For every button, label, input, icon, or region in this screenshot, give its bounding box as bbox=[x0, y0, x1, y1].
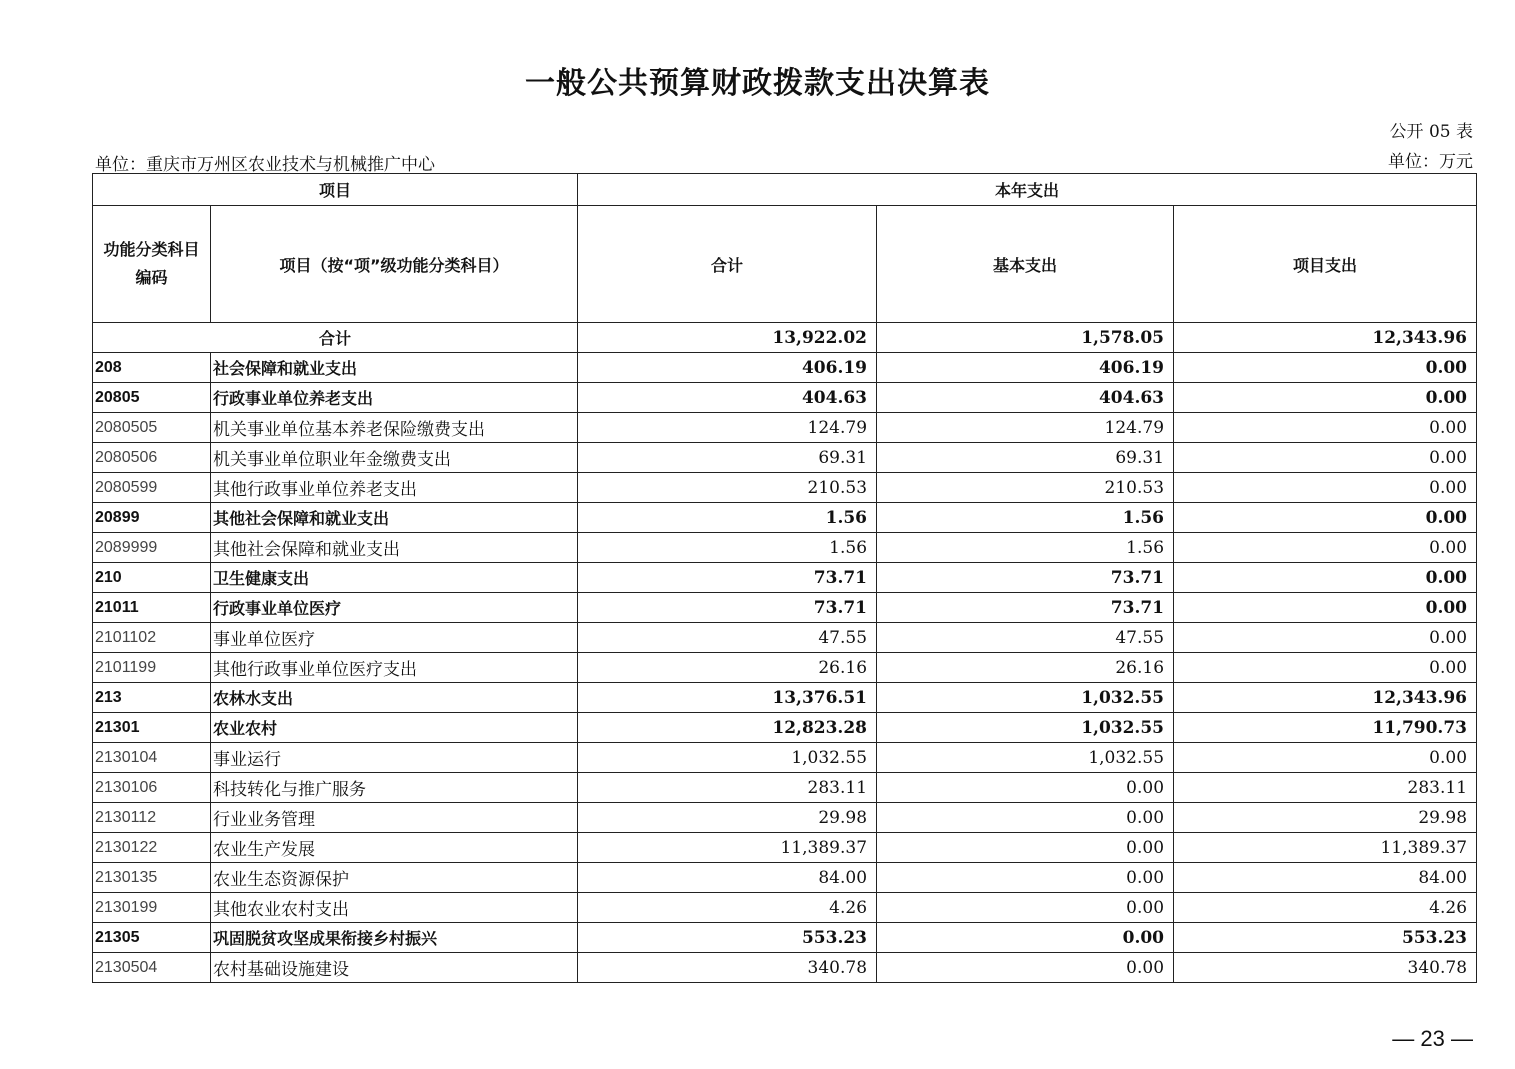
row-total: 69.31 bbox=[578, 443, 877, 473]
row-total: 26.16 bbox=[578, 653, 877, 683]
row-basic: 1,032.55 bbox=[877, 683, 1174, 713]
row-name: 行政事业单位养老支出 bbox=[211, 383, 578, 413]
row-basic: 1.56 bbox=[877, 503, 1174, 533]
row-code: 21301 bbox=[93, 713, 211, 743]
row-name: 社会保障和就业支出 bbox=[211, 353, 578, 383]
row-project: 11,389.37 bbox=[1174, 833, 1477, 863]
row-project: 340.78 bbox=[1174, 953, 1477, 983]
row-project: 11,790.73 bbox=[1174, 713, 1477, 743]
table-row bbox=[93, 743, 1477, 773]
row-project: 29.98 bbox=[1174, 803, 1477, 833]
row-project: 0.00 bbox=[1174, 353, 1477, 383]
row-project: 0.00 bbox=[1174, 383, 1477, 413]
table-row bbox=[93, 713, 1477, 743]
table-row bbox=[93, 413, 1477, 443]
header-row-2 bbox=[93, 206, 1477, 323]
table-row bbox=[93, 593, 1477, 623]
table-row bbox=[93, 953, 1477, 983]
row-total: 73.71 bbox=[578, 593, 877, 623]
total-amount: 13,922.02 bbox=[578, 323, 877, 353]
table-row bbox=[93, 563, 1477, 593]
row-name: 行政事业单位医疗 bbox=[211, 593, 578, 623]
row-code: 210 bbox=[93, 563, 211, 593]
row-code: 20899 bbox=[93, 503, 211, 533]
table-row bbox=[93, 863, 1477, 893]
row-name: 农业农村 bbox=[211, 713, 578, 743]
currency-unit: 单位：万元 bbox=[1388, 152, 1473, 172]
header-project: 项目支出 bbox=[1174, 206, 1477, 323]
row-basic: 1,032.55 bbox=[877, 713, 1174, 743]
row-basic: 124.79 bbox=[877, 413, 1174, 443]
row-total: 1.56 bbox=[578, 503, 877, 533]
row-project: 0.00 bbox=[1174, 473, 1477, 503]
row-code: 2089999 bbox=[93, 533, 211, 563]
row-basic: 1.56 bbox=[877, 533, 1174, 563]
row-project: 4.26 bbox=[1174, 893, 1477, 923]
row-basic: 47.55 bbox=[877, 623, 1174, 653]
table-row bbox=[93, 383, 1477, 413]
row-total: 13,376.51 bbox=[578, 683, 877, 713]
row-basic: 0.00 bbox=[877, 773, 1174, 803]
row-basic: 0.00 bbox=[877, 893, 1174, 923]
table-row bbox=[93, 683, 1477, 713]
row-name: 巩固脱贫攻坚成果衔接乡村振兴 bbox=[211, 923, 578, 953]
table-row bbox=[93, 623, 1477, 653]
row-name: 农业生产发展 bbox=[211, 833, 578, 863]
row-name: 卫生健康支出 bbox=[211, 563, 578, 593]
row-code: 2080599 bbox=[93, 473, 211, 503]
row-total: 1.56 bbox=[578, 533, 877, 563]
row-code: 208 bbox=[93, 353, 211, 383]
row-name: 事业运行 bbox=[211, 743, 578, 773]
row-project: 283.11 bbox=[1174, 773, 1477, 803]
row-total: 29.98 bbox=[578, 803, 877, 833]
row-project: 0.00 bbox=[1174, 533, 1477, 563]
header-current-year: 本年支出 bbox=[578, 174, 1477, 206]
row-code: 20805 bbox=[93, 383, 211, 413]
row-project: 84.00 bbox=[1174, 863, 1477, 893]
header-total: 合计 bbox=[578, 206, 877, 323]
row-total: 283.11 bbox=[578, 773, 877, 803]
row-total: 404.63 bbox=[578, 383, 877, 413]
table-row bbox=[93, 353, 1477, 383]
page-title: 一般公共预算财政拨款支出决算表 bbox=[525, 66, 990, 101]
row-name: 行业业务管理 bbox=[211, 803, 578, 833]
row-name: 农林水支出 bbox=[211, 683, 578, 713]
row-name: 机关事业单位职业年金缴费支出 bbox=[211, 443, 578, 473]
row-total: 210.53 bbox=[578, 473, 877, 503]
header-item: 项目 bbox=[93, 174, 578, 206]
row-basic: 0.00 bbox=[877, 803, 1174, 833]
table-row bbox=[93, 893, 1477, 923]
row-code: 2080506 bbox=[93, 443, 211, 473]
row-project: 0.00 bbox=[1174, 503, 1477, 533]
row-basic: 210.53 bbox=[877, 473, 1174, 503]
row-project: 12,343.96 bbox=[1174, 683, 1477, 713]
row-total: 4.26 bbox=[578, 893, 877, 923]
row-total: 12,823.28 bbox=[578, 713, 877, 743]
total-label: 合计 bbox=[93, 323, 578, 353]
row-project: 0.00 bbox=[1174, 443, 1477, 473]
row-total: 340.78 bbox=[578, 953, 877, 983]
row-basic: 406.19 bbox=[877, 353, 1174, 383]
header-row-1 bbox=[93, 174, 1477, 206]
row-name: 其他行政事业单位医疗支出 bbox=[211, 653, 578, 683]
row-total: 124.79 bbox=[578, 413, 877, 443]
table-row bbox=[93, 923, 1477, 953]
header-basic: 基本支出 bbox=[877, 206, 1174, 323]
row-name: 科技转化与推广服务 bbox=[211, 773, 578, 803]
page-number: — 23 — bbox=[1392, 1026, 1473, 1051]
row-name: 其他社会保障和就业支出 bbox=[211, 533, 578, 563]
form-number: 公开 05 表 bbox=[1389, 122, 1473, 142]
row-basic: 26.16 bbox=[877, 653, 1174, 683]
table-row bbox=[93, 803, 1477, 833]
table-body bbox=[93, 323, 1477, 983]
row-code: 2130135 bbox=[93, 863, 211, 893]
header-item-detail: 项目（按“项”级功能分类科目） bbox=[211, 206, 578, 323]
row-basic: 1,032.55 bbox=[877, 743, 1174, 773]
total-row bbox=[93, 323, 1477, 353]
expenditure-table bbox=[92, 173, 1477, 983]
row-code: 2130199 bbox=[93, 893, 211, 923]
row-project: 0.00 bbox=[1174, 413, 1477, 443]
row-basic: 0.00 bbox=[877, 833, 1174, 863]
table-row bbox=[93, 503, 1477, 533]
row-basic: 0.00 bbox=[877, 953, 1174, 983]
row-code: 2101199 bbox=[93, 653, 211, 683]
table-row bbox=[93, 473, 1477, 503]
row-total: 47.55 bbox=[578, 623, 877, 653]
row-code: 2130112 bbox=[93, 803, 211, 833]
row-code: 2130106 bbox=[93, 773, 211, 803]
row-basic: 0.00 bbox=[877, 863, 1174, 893]
row-total: 84.00 bbox=[578, 863, 877, 893]
row-project: 0.00 bbox=[1174, 593, 1477, 623]
row-total: 73.71 bbox=[578, 563, 877, 593]
unit-name: 单位：重庆市万州区农业技术与机械推广中心 bbox=[95, 155, 435, 175]
row-name: 其他社会保障和就业支出 bbox=[211, 503, 578, 533]
row-name: 机关事业单位基本养老保险缴费支出 bbox=[211, 413, 578, 443]
row-code: 21305 bbox=[93, 923, 211, 953]
total-basic: 1,578.05 bbox=[877, 323, 1174, 353]
row-code: 2080505 bbox=[93, 413, 211, 443]
row-total: 406.19 bbox=[578, 353, 877, 383]
row-code: 2101102 bbox=[93, 623, 211, 653]
row-code: 21011 bbox=[93, 593, 211, 623]
row-name: 农业生态资源保护 bbox=[211, 863, 578, 893]
row-basic: 0.00 bbox=[877, 923, 1174, 953]
row-code: 2130122 bbox=[93, 833, 211, 863]
row-basic: 404.63 bbox=[877, 383, 1174, 413]
row-name: 其他行政事业单位养老支出 bbox=[211, 473, 578, 503]
row-name: 事业单位医疗 bbox=[211, 623, 578, 653]
table-row bbox=[93, 533, 1477, 563]
row-code: 213 bbox=[93, 683, 211, 713]
row-total: 1,032.55 bbox=[578, 743, 877, 773]
row-code: 2130504 bbox=[93, 953, 211, 983]
total-project: 12,343.96 bbox=[1174, 323, 1477, 353]
row-code: 2130104 bbox=[93, 743, 211, 773]
table-row bbox=[93, 833, 1477, 863]
row-basic: 73.71 bbox=[877, 563, 1174, 593]
row-name: 其他农业农村支出 bbox=[211, 893, 578, 923]
row-basic: 69.31 bbox=[877, 443, 1174, 473]
row-project: 0.00 bbox=[1174, 743, 1477, 773]
row-project: 553.23 bbox=[1174, 923, 1477, 953]
table-row bbox=[93, 443, 1477, 473]
row-total: 553.23 bbox=[578, 923, 877, 953]
header-code: 功能分类科目编码 bbox=[93, 206, 211, 323]
table-row bbox=[93, 773, 1477, 803]
row-basic: 73.71 bbox=[877, 593, 1174, 623]
row-name: 农村基础设施建设 bbox=[211, 953, 578, 983]
row-project: 0.00 bbox=[1174, 653, 1477, 683]
row-total: 11,389.37 bbox=[578, 833, 877, 863]
table-row bbox=[93, 653, 1477, 683]
row-project: 0.00 bbox=[1174, 623, 1477, 653]
row-project: 0.00 bbox=[1174, 563, 1477, 593]
